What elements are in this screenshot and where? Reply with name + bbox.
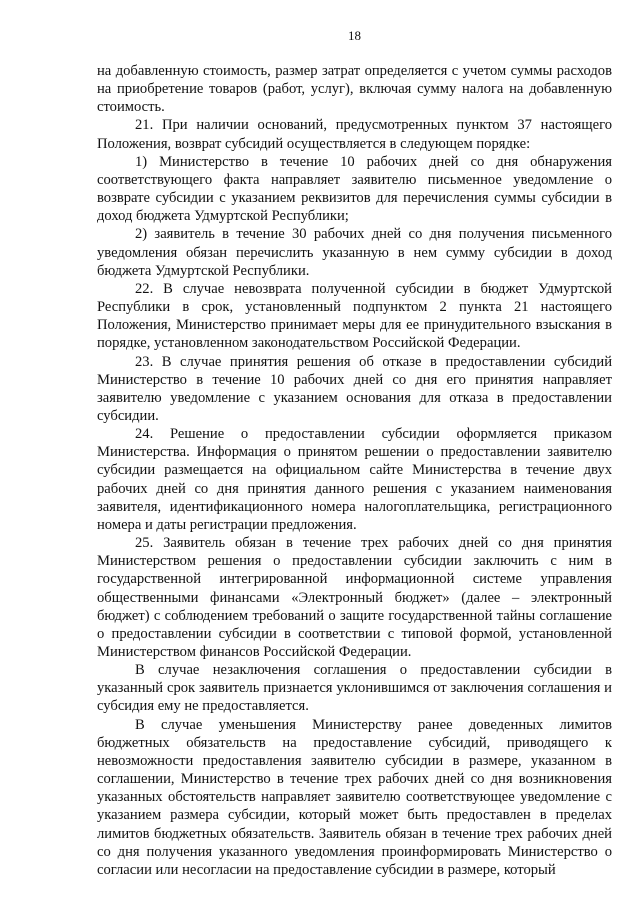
paragraph-21-item-1: 1) Министерство в течение 10 рабочих дней со дня обнаружения соответствующего факта направляет заявителю письменное уведомление о возврате субсидии с указанием реквизитов для перечисления суммы субсидии в доход бюджета Удмуртской Республики; bbox=[97, 153, 612, 225]
paragraph-22: 22. В случае невозврата полученной субсидии в бюджет Удмуртской Республики в срок, установленный подпунктом 2 пункта 21 настоящего Положения, Министерство принимает меры для ее принудительного взыскания в порядке, установленном законодательством Российской Федерации. bbox=[97, 280, 612, 352]
paragraph-21-item-2: 2) заявитель в течение 30 рабочих дней со дня получения письменного уведомления обязан перечислить указанную в нем сумму субсидии в доход бюджета Удмуртской Республики. bbox=[97, 226, 612, 279]
paragraph-continuation-vat: на добавленную стоимость, размер затрат определяется с учетом суммы расходов на приобретение товаров (работ, услуг), включая сумму налога на добавленную стоимость. bbox=[97, 63, 612, 116]
paragraph-25: 25. Заявитель обязан в течение трех рабочих дней со дня принятия Министерством решения о предоставлении субсидии заключить с ним в государственной интегрированной информационной системе управления общественными финансами «Электронный бюджет» (далее – электронный бюджет) с соблюдением требований о защите государственной тайны соглашение о предоставлении субсидии в соответствии с типовой формой, установленной Министерством финансов Российской Федерации. bbox=[97, 535, 612, 660]
paragraph-23: 23. В случае принятия решения об отказе в предоставлении субсидий Министерство в течение 10 рабочих дней со дня его принятия направляет заявителю уведомление с указанием основания для отказа в предоставлении субсидии. bbox=[97, 353, 612, 424]
page-number: 18 bbox=[348, 28, 361, 43]
paragraph-21: 21. При наличии оснований, предусмотренных пунктом 37 настоящего Положения, возврат субсидий осуществляется в следующем порядке: bbox=[97, 117, 612, 152]
paragraph-24: 24. Решение о предоставлении субсидии оформляется приказом Министерства. Информация о принятом решении о предоставлении заявителю субсидии размещается на официальном сайте Министерства в течение двух рабочих дней со дня принятия данного решения с указанием наименования заявителя, идентификационного номера налогоплательщика, регистрационного номера и даты регистрации предложения. bbox=[97, 426, 612, 533]
paragraph-25-nonconclusion: В случае незаключения соглашения о предоставлении субсидии в указанный срок заявитель признается уклонившимся от заключения соглашения и субсидия ему не предоставляется. bbox=[97, 662, 612, 715]
document-body bbox=[97, 62, 612, 879]
paragraph-25-limits-reduction: В случае уменьшения Министерству ранее доведенных лимитов бюджетных обязательств на предоставление субсидий, приводящего к невозможности предоставления заявителю субсидии в размере, указанном в соглашении, Министерство в течение трех рабочих дней со дня возникновения указанных обстоятельств направляет заявителю соответствующее уведомление с указанием размера субсидии, который может быть предоставлен в пределах лимитов бюджетных обязательств. Заявитель обязан в течение трех рабочих дней со дня получения указанного уведомления проинформировать Министерство о согласии или несогласии на предоставление субсидии в размере, который bbox=[97, 716, 612, 878]
